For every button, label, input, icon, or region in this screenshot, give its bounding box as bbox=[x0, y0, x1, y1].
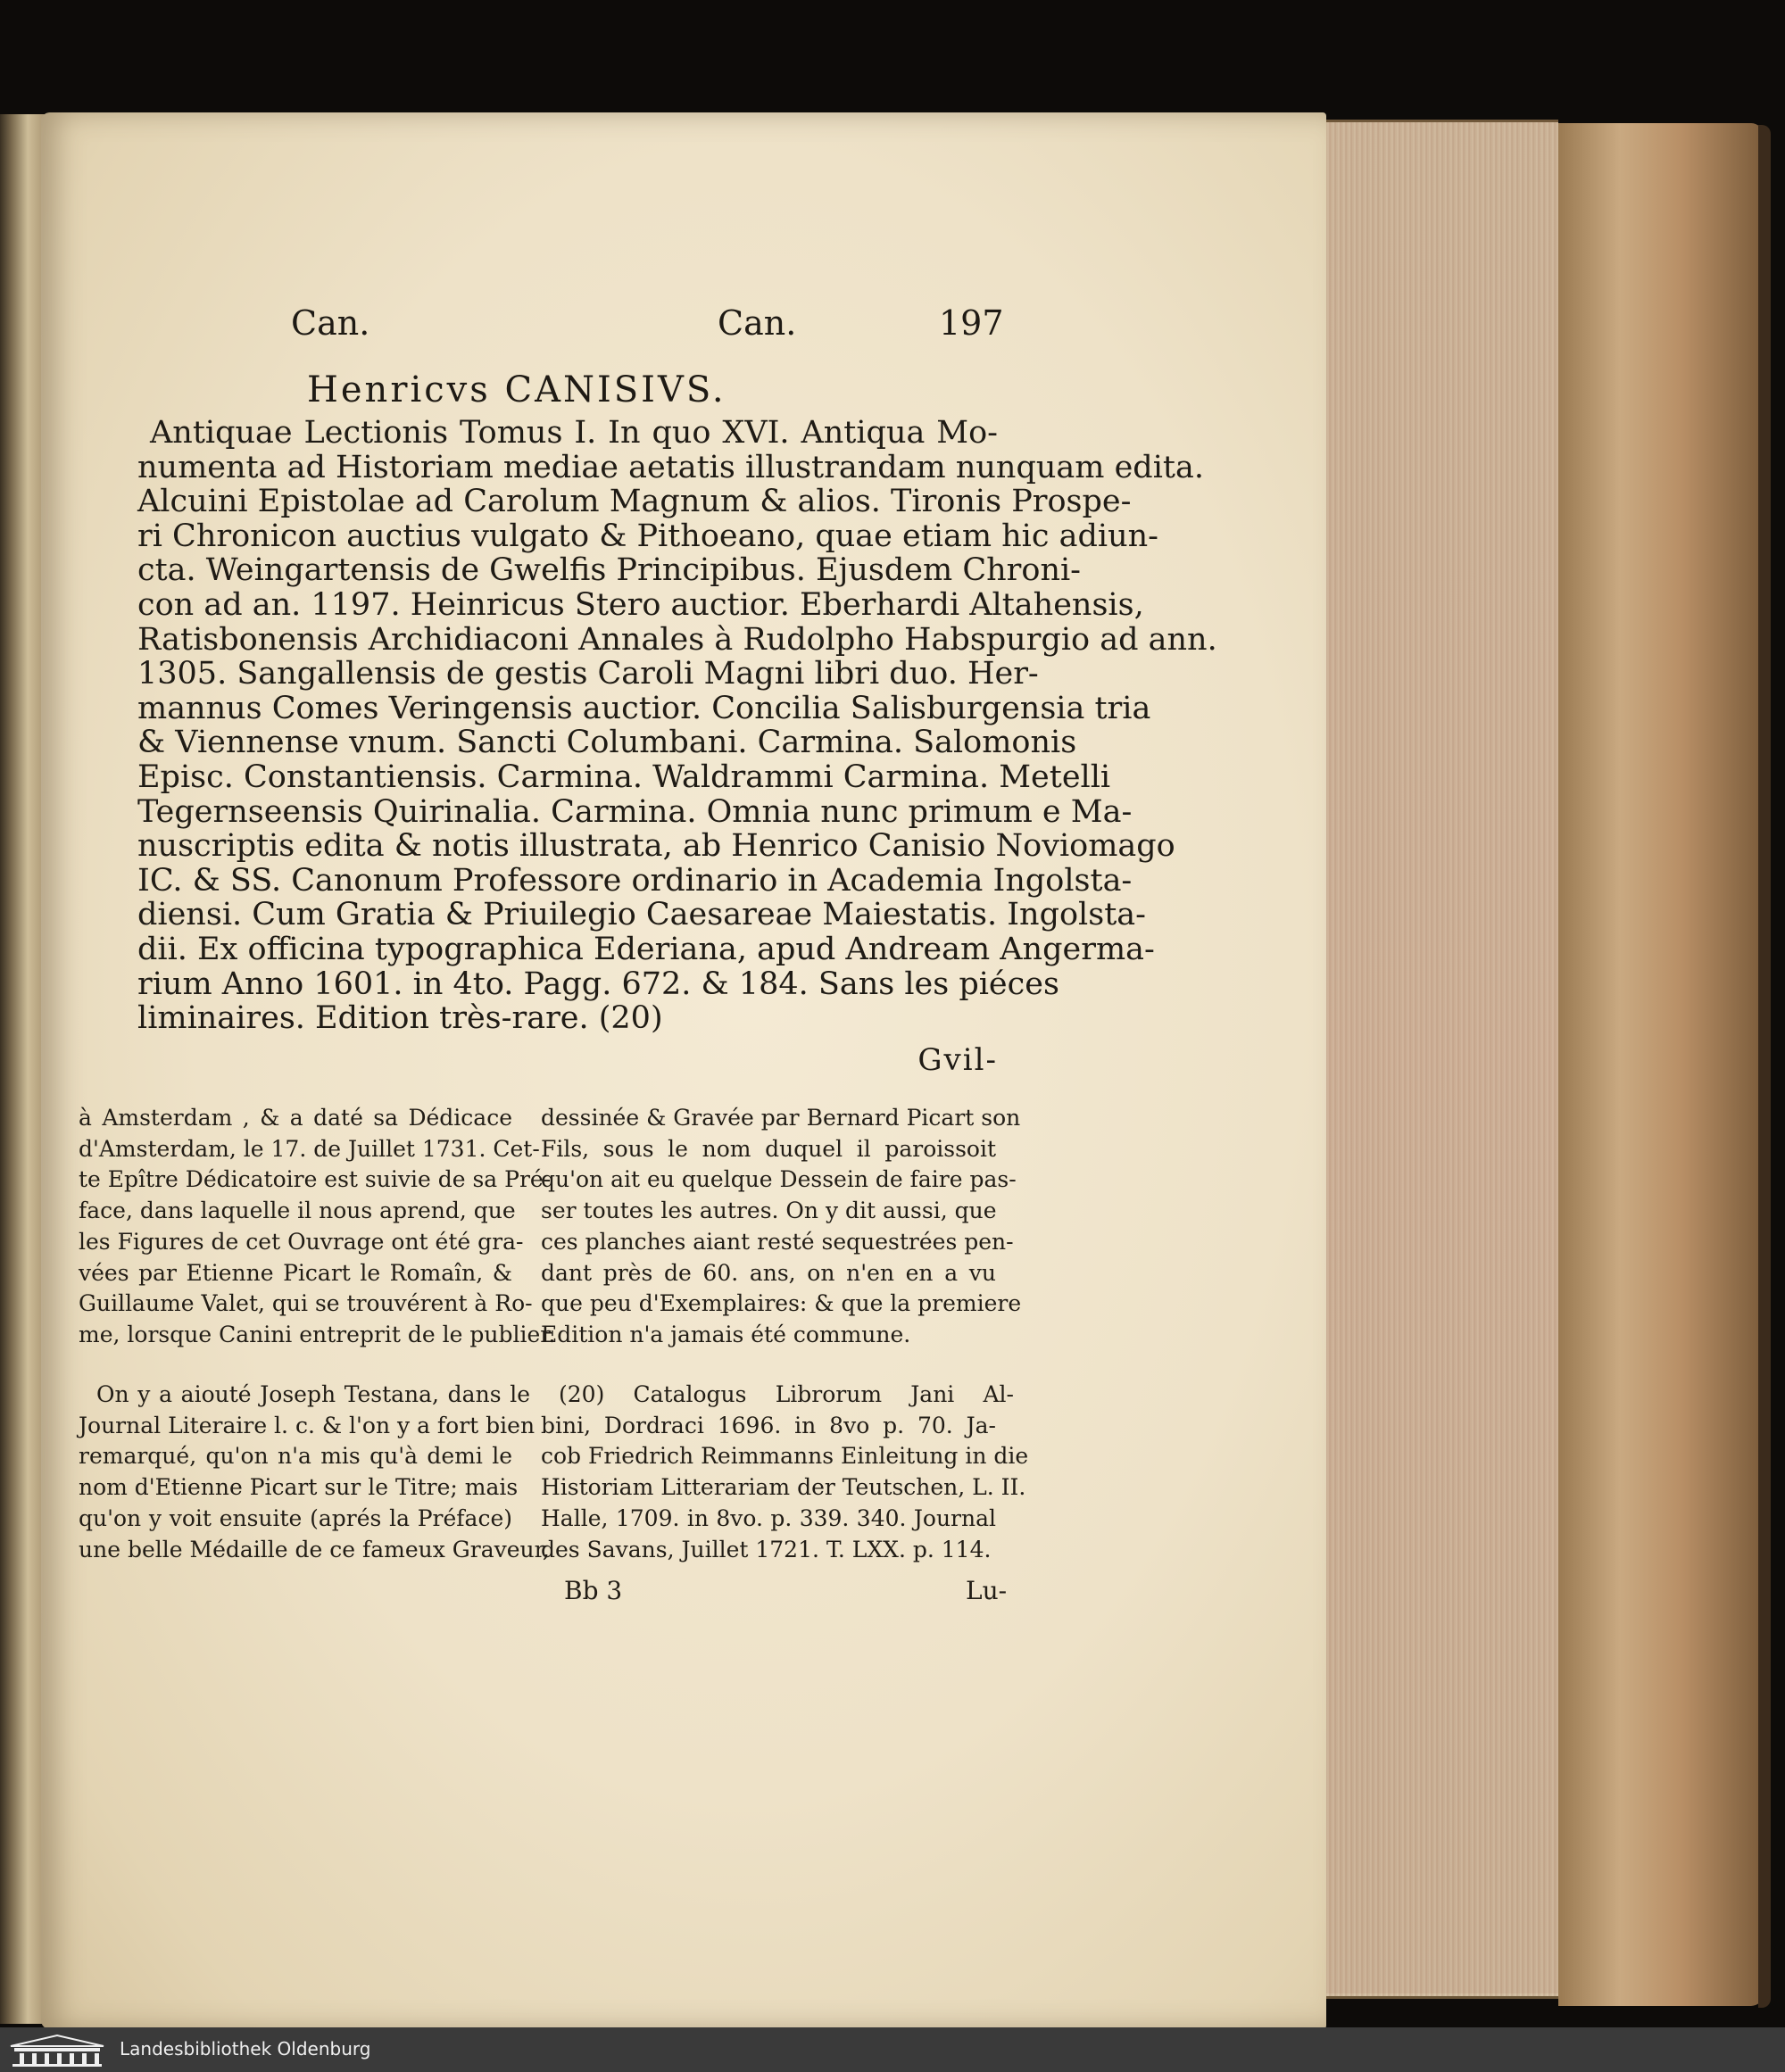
body-line: & Viennense vnum. Sancti Columbani. Carmina. Salomonis bbox=[137, 725, 1077, 761]
body-line: mannus Comes Veringensis auctior. Concilia Salisburgensia tria bbox=[137, 690, 1151, 726]
body-line: cta. Weingartensis de Gwelfis Principibus. Ejusdem Chroni- bbox=[137, 552, 1082, 589]
note-line: Guillaume Valet, qui se trouvérent à Ro- bbox=[79, 1290, 533, 1317]
note-line: une belle Médaille de ce fameux Graveur, bbox=[79, 1536, 550, 1562]
note-line: vées par Etienne Picart le Romaîn, & bbox=[79, 1259, 512, 1286]
note-line: que peu d'Exemplaires: & que la premiere bbox=[541, 1290, 1022, 1317]
running-head-left: Can. bbox=[291, 303, 370, 343]
note-line: qu'on ait eu quelque Dessein de faire pas- bbox=[541, 1166, 1017, 1193]
library-building-icon bbox=[7, 2034, 107, 2068]
note-line: me, lorsque Canini entreprit de le publier. bbox=[79, 1321, 556, 1347]
body-line: IC. & SS. Canonum Professore ordinario in Academia Ingolsta- bbox=[137, 862, 1133, 899]
note-line: Historiam Litterariam der Teutschen, L. II. bbox=[541, 1474, 1026, 1501]
note-line: Journal Literaire l. c. & l'on y a fort bien bbox=[79, 1412, 536, 1438]
signature-mark: Bb 3 bbox=[564, 1576, 623, 1605]
note-line: d'Amsterdam, le 17. de Juillet 1731. Cet- bbox=[79, 1135, 540, 1162]
note-line: bini, Dordraci 1696. in 8vo p. 70. Ja- bbox=[541, 1412, 996, 1438]
body-line: Ratisbonensis Archidiaconi Annales à Rudolpho Habspurgio ad ann. bbox=[137, 621, 1217, 658]
note-line: les Figures de cet Ouvrage ont été gra- bbox=[79, 1228, 524, 1255]
body-line: Alcuini Epistolae ad Carolum Magnum & alios. Tironis Prospe- bbox=[137, 484, 1132, 520]
book-cover bbox=[1558, 123, 1764, 2006]
body-line: Antiquae Lectionis Tomus I. In quo XVI. Antiqua Mo- bbox=[150, 415, 998, 451]
body-line: dii. Ex officina typographica Ederiana, apud Andream Angerma- bbox=[137, 932, 1155, 967]
body-line: ri Chronicon auctius vulgato & Pithoeano, quae etiam hic adiun- bbox=[137, 518, 1158, 554]
note-line: On y a aiouté Joseph Testana, dans le bbox=[96, 1381, 530, 1407]
note-line: nom d'Etienne Picart sur le Titre; mais bbox=[79, 1474, 519, 1501]
catchword-main: Gvil- bbox=[917, 1042, 998, 1078]
note-line: dessinée & Gravée par Bernard Picart son bbox=[541, 1105, 1021, 1131]
cover-shadow bbox=[1758, 125, 1771, 2008]
note-line: te Epître Dédicatoire est suivie de sa Pré- bbox=[79, 1166, 552, 1193]
note-line: Edition n'a jamais été commune. bbox=[541, 1321, 911, 1347]
entry-heading: Henricvs CANISIVS. bbox=[307, 369, 726, 410]
body-line: 1305. Sangallensis de gestis Caroli Magni libri duo. Her- bbox=[137, 656, 1039, 692]
body-line: Episc. Constantiensis. Carmina. Waldrammi Carmina. Metelli bbox=[137, 759, 1111, 795]
note-line: à Amsterdam , & a daté sa Dédicace bbox=[79, 1105, 512, 1131]
note-line: cob Friedrich Reimmanns Einleitung in die bbox=[541, 1443, 1029, 1470]
note-line: qu'on y voit ensuite (aprés la Préface) bbox=[79, 1504, 512, 1531]
catchword-notes: Lu- bbox=[966, 1576, 1008, 1605]
note-line: ser toutes les autres. On y dit aussi, que bbox=[541, 1198, 997, 1224]
body-line: rium Anno 1601. in 4to. Pagg. 672. & 184. Sans les piéces bbox=[137, 966, 1059, 1002]
library-name: Landesbibliothek Oldenburg bbox=[120, 2038, 371, 2060]
note-line: (20) Catalogus Librorum Jani Al- bbox=[559, 1381, 1014, 1407]
body-line: nuscriptis edita & notis illustrata, ab Henrico Canisio Noviomago bbox=[137, 828, 1175, 865]
page-block-tint bbox=[1326, 120, 1558, 1993]
note-line: Halle, 1709. in 8vo. p. 339. 340. Journal bbox=[541, 1504, 996, 1531]
note-line: des Savans, Juillet 1721. T. LXX. p. 114. bbox=[541, 1536, 992, 1562]
page-number: 197 bbox=[939, 303, 1004, 343]
note-line: dant près de 60. ans, on n'en en a vu bbox=[541, 1259, 996, 1286]
note-line: ces planches aiant resté sequestrées pen- bbox=[541, 1228, 1014, 1255]
running-head-center: Can. bbox=[718, 303, 797, 343]
left-page-edge bbox=[0, 114, 46, 2024]
body-line: Tegernseensis Quirinalia. Carmina. Omnia nunc primum e Ma- bbox=[137, 793, 1133, 830]
body-line: con ad an. 1197. Heinricus Stero auctior. Eberhardi Altahensis, bbox=[137, 587, 1144, 623]
note-line: Fils, sous le nom duquel il paroissoit bbox=[541, 1135, 996, 1162]
note-line: face, dans laquelle il nous aprend, que bbox=[79, 1198, 516, 1224]
note-line: remarqué, qu'on n'a mis qu'à demi le bbox=[79, 1443, 512, 1470]
body-line: liminaires. Edition très-rare. (20) bbox=[137, 1000, 663, 1037]
body-line: numenta ad Historiam mediae aetatis illustrandam nunquam edita. bbox=[137, 449, 1204, 485]
body-line: diensi. Cum Gratia & Priuilegio Caesareae Maiestatis. Ingolsta- bbox=[137, 897, 1146, 933]
